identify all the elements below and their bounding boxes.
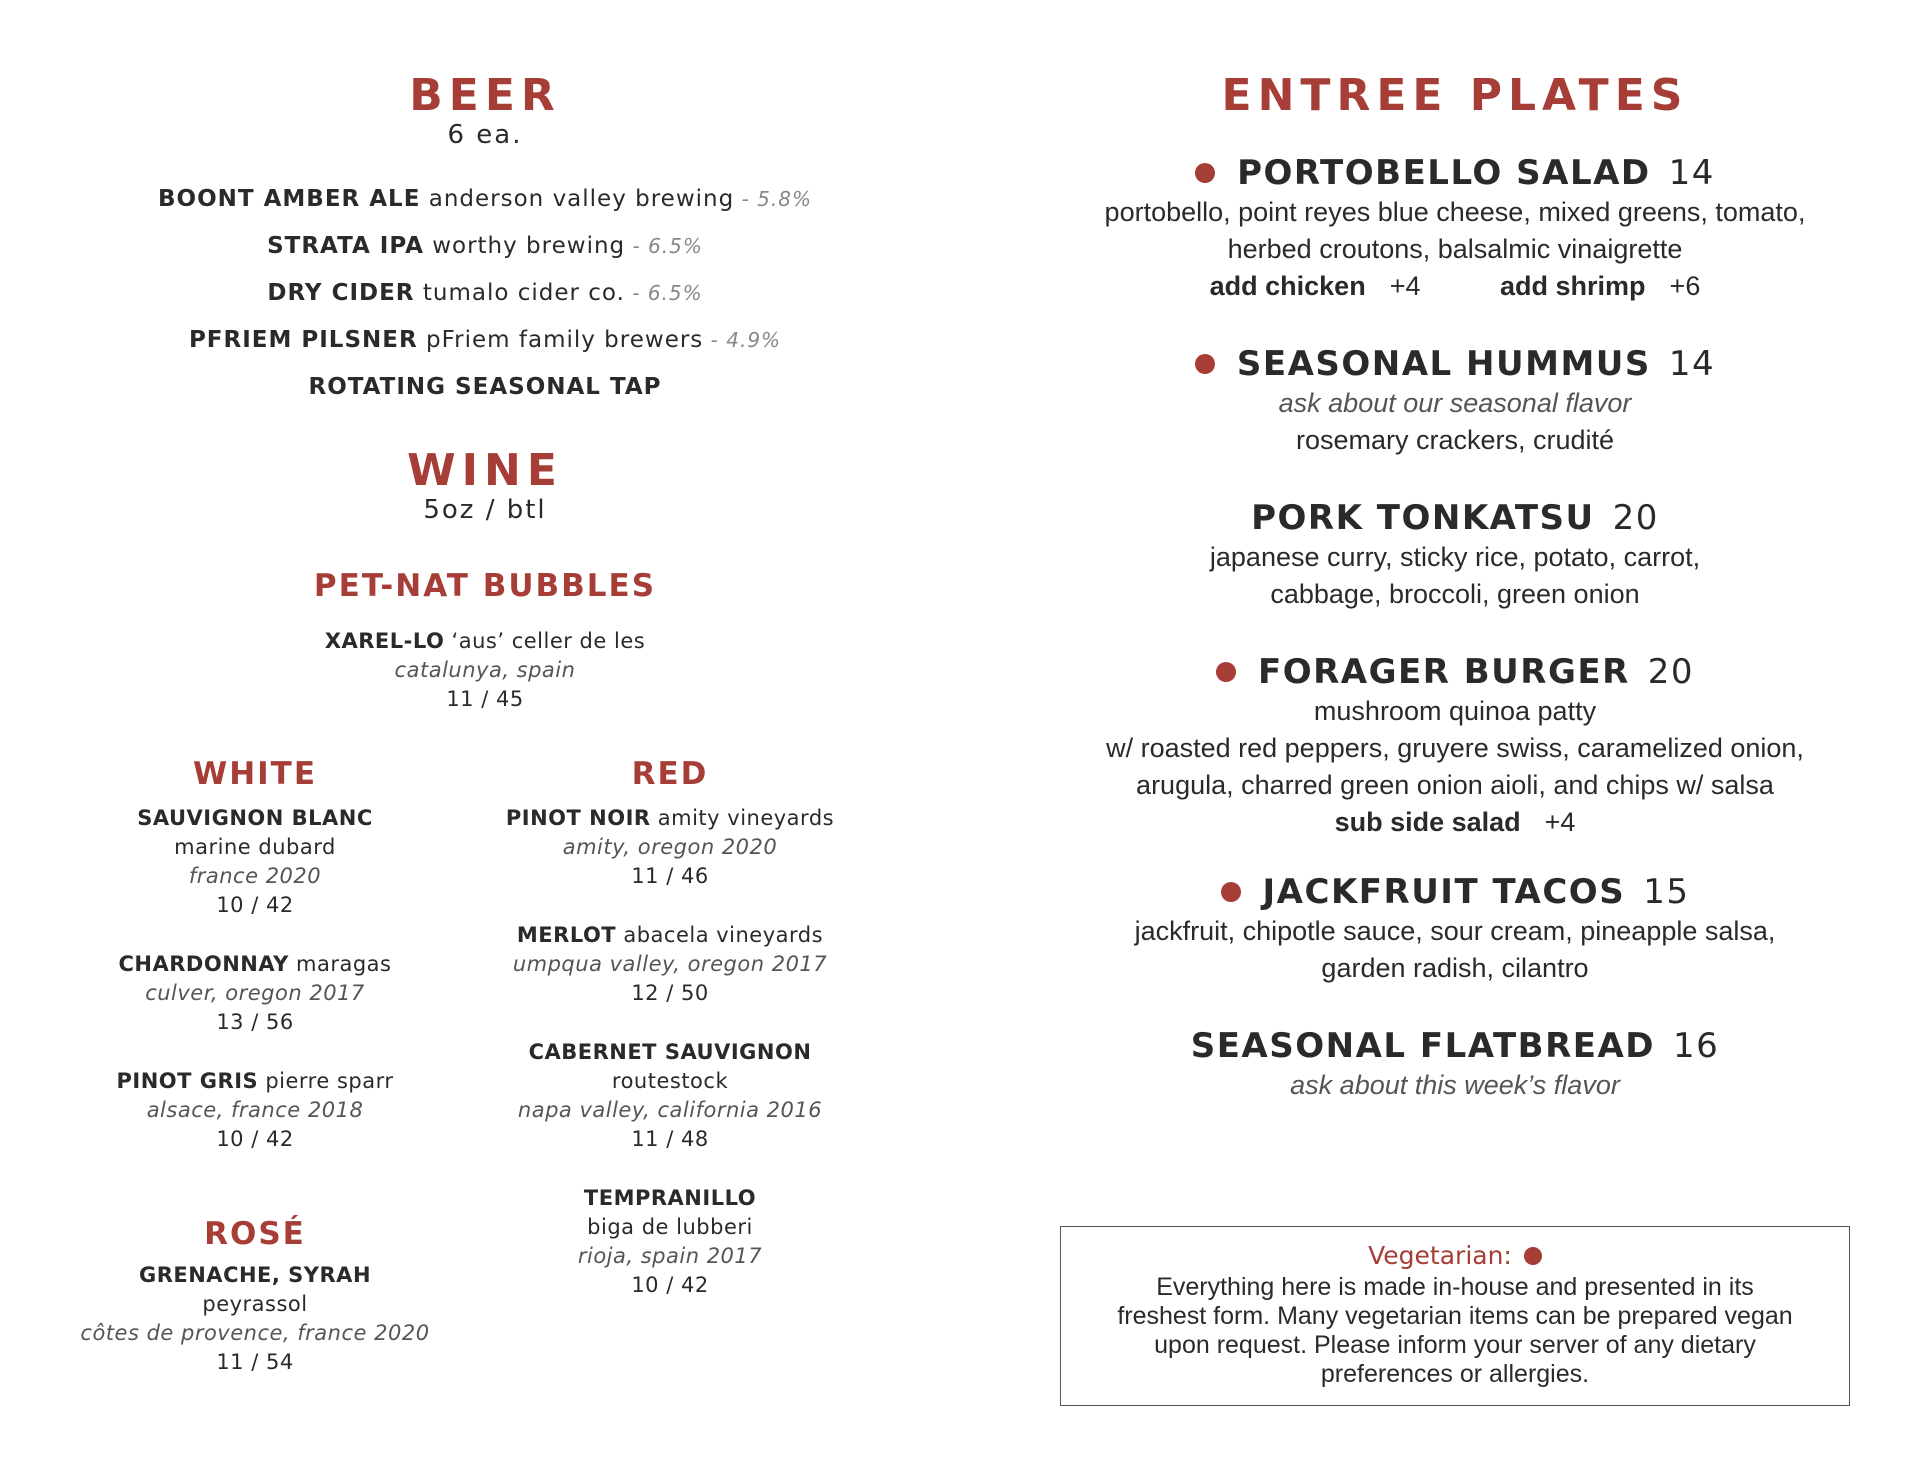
beer-sep: -: [624, 280, 648, 305]
vegetarian-dot-icon: [1221, 882, 1241, 902]
dish-desc: portobello, point reyes blue cheese, mixed greens, tomato,: [1104, 197, 1806, 228]
wine-entry: [470, 1038, 870, 1154]
wine-maker: biga de lubberi: [587, 1214, 753, 1239]
beer-list: [40, 176, 930, 411]
wine-region: côtes de provence, france 2020: [80, 1320, 430, 1345]
dish-desc: w/ roasted red peppers, gruyere swiss, caramelized onion,: [1106, 733, 1804, 764]
beer-abv: 6.5%: [648, 233, 703, 258]
wine-entry: [40, 950, 470, 1037]
wine-region: france 2020: [188, 863, 322, 888]
addon-price: +6: [1669, 271, 1701, 302]
dish-desc: rosemary crackers, crudité: [1295, 425, 1615, 456]
dish-desc: arugula, charred green onion aioli, and chips w/ salsa: [1136, 770, 1774, 801]
wine-maker: peyrassol: [202, 1291, 308, 1316]
list-item: [40, 364, 930, 411]
beer-sep: -: [703, 327, 727, 352]
dish-price: 16: [1673, 1026, 1720, 1067]
dish-forager-burger: [1055, 651, 1855, 841]
wine-name: TEMPRANILLO: [583, 1185, 757, 1210]
wine-entry: [40, 804, 470, 920]
wine-region: napa valley, california 2016: [517, 1097, 823, 1122]
dish-title: PORK TONKATSU: [1251, 498, 1595, 539]
beer-abv: 5.8%: [757, 186, 812, 211]
dish-note: ask about this week’s flavor: [1290, 1070, 1620, 1101]
wine-maker: maragas: [296, 951, 392, 976]
beer-name: DRY CIDER: [267, 279, 415, 306]
red-title: RED: [631, 756, 709, 793]
wine-maker: ‘aus’ celler de les: [451, 629, 646, 654]
dish-desc: mushroom quinoa patty: [1313, 696, 1597, 727]
dish-desc: herbed croutons, balsalmic vinaigrette: [1227, 234, 1683, 265]
wine-price: 11 / 46: [631, 863, 709, 888]
wine-entry: [40, 1067, 470, 1154]
entrees-title: ENTREE PLATES: [1221, 70, 1689, 121]
beer-name: PFRIEM PILSNER: [188, 326, 418, 353]
wine-price: 10 / 42: [631, 1272, 709, 1297]
wine-price: 11 / 54: [216, 1349, 294, 1374]
dish-addons: [1055, 804, 1855, 841]
drinks-column: [40, 72, 930, 1377]
dish-name: [1221, 871, 1690, 913]
addon-label: add chicken: [1209, 271, 1366, 302]
dish-desc: japanese curry, sticky rice, potato, carrot,: [1209, 542, 1701, 573]
beer-maker: tumalo cider co.: [422, 279, 625, 306]
wine-maker: routestock: [611, 1068, 729, 1093]
wine-region: rioja, spain 2017: [577, 1243, 763, 1268]
wine-maker: marine dubard: [174, 834, 336, 859]
wine-columns: [40, 756, 930, 1376]
dish-name: [1195, 343, 1715, 385]
wine-name: PINOT NOIR: [505, 805, 651, 830]
wine-name: CHARDONNAY: [118, 951, 289, 976]
dish-desc: cabbage, broccoli, green onion: [1270, 579, 1640, 610]
vegetarian-note-box: [1060, 1226, 1850, 1406]
dish-title: PORTOBELLO SALAD: [1237, 153, 1651, 194]
addon-price: +4: [1389, 271, 1421, 302]
wine-maker: amity vineyards: [657, 805, 835, 830]
dish-pork-tonkatsu: [1055, 497, 1855, 613]
vegetarian-dot-icon: [1195, 354, 1215, 374]
addon-label: add shrimp: [1500, 271, 1646, 302]
beer-maker: worthy brewing: [432, 232, 626, 259]
addon-price: +4: [1544, 807, 1576, 838]
wine-name: MERLOT: [516, 922, 617, 947]
rose-title: ROSÉ: [204, 1215, 306, 1252]
wine-maker: abacela vineyards: [623, 922, 824, 947]
beer-subtitle: 6 ea.: [447, 120, 523, 151]
wine-price: 10 / 42: [216, 1126, 294, 1151]
dish-name: [1216, 651, 1694, 693]
dish-title: SEASONAL HUMMUS: [1236, 344, 1651, 385]
red-column: [470, 756, 870, 1376]
entrees-column: [1055, 72, 1855, 1104]
dish-portobello-salad: [1055, 152, 1855, 305]
dish-price: 14: [1668, 153, 1715, 194]
dish-price: 20: [1647, 652, 1695, 693]
vegetarian-dot-icon: [1216, 662, 1236, 682]
legend-label: Vegetarian:: [1368, 1241, 1512, 1270]
wine-price: 12 / 50: [631, 980, 709, 1005]
wine-price: 11 / 45: [446, 687, 524, 712]
white-title: WHITE: [193, 756, 317, 793]
wine-name: CABERNET SAUVIGNON: [528, 1039, 812, 1064]
beer-sep: -: [625, 233, 649, 258]
dish-title: FORAGER BURGER: [1257, 652, 1630, 693]
addon-label: sub side salad: [1334, 807, 1521, 838]
dish-name: [1191, 1025, 1720, 1067]
dish-title: JACKFRUIT TACOS: [1262, 872, 1626, 913]
dish-title: SEASONAL FLATBREAD: [1190, 1026, 1656, 1067]
wine-name: PINOT GRIS: [116, 1068, 259, 1093]
beer-name: STRATA IPA: [267, 232, 424, 259]
beer-maker: pFriem family brewers: [426, 326, 704, 353]
beer-maker: anderson valley brewing: [428, 185, 735, 212]
wine-entry: [470, 1184, 870, 1300]
dish-price: 15: [1643, 872, 1690, 913]
petnat-section: [40, 568, 930, 714]
wine-region: catalunya, spain: [394, 658, 576, 683]
vegetarian-dot-icon: [1524, 1247, 1542, 1265]
beer-name: ROTATING SEASONAL TAP: [308, 373, 662, 400]
wine-name: XAREL-LO: [324, 629, 445, 654]
white-column: [40, 756, 470, 1376]
vegetarian-legend: [1368, 1241, 1542, 1270]
dish-addons: [1055, 268, 1855, 305]
wine-entry: [40, 1261, 470, 1377]
wine-region: alsace, france 2018: [146, 1097, 364, 1122]
wine-name: GRENACHE, SYRAH: [138, 1262, 372, 1287]
dish-price: 14: [1668, 344, 1716, 385]
note-text: Everything here is made in-house and presented in its freshest form. Many vegetarian items can be prepared vegan upon request. Please inform your server of any dietary preferences or allergies.: [1117, 1273, 1793, 1388]
dish-name: [1251, 497, 1659, 539]
dish-seasonal-hummus: [1055, 343, 1855, 459]
wine-header: [40, 444, 930, 527]
wine-name: SAUVIGNON BLANC: [137, 805, 373, 830]
dish-desc: garden radish, cilantro: [1321, 953, 1589, 984]
list-item: [40, 176, 930, 223]
wine-entry: [470, 921, 870, 1008]
dish-price: 20: [1612, 498, 1659, 539]
dish-desc: jackfruit, chipotle sauce, sour cream, pineapple salsa,: [1134, 916, 1776, 947]
wine-region: culver, oregon 2017: [145, 980, 365, 1005]
petnat-title: PET-NAT BUBBLES: [313, 568, 657, 605]
beer-abv: 6.5%: [647, 280, 703, 305]
wine-subtitle: 5oz / btl: [423, 494, 547, 525]
list-item: [40, 270, 930, 317]
wine-price: 10 / 42: [216, 892, 294, 917]
wine-region: umpqua valley, oregon 2017: [512, 951, 828, 976]
wine-region: amity, oregon 2020: [562, 834, 778, 859]
dish-note: ask about our seasonal flavor: [1278, 388, 1632, 419]
wine-entry: [40, 627, 930, 714]
dish-seasonal-flatbread: [1055, 1025, 1855, 1104]
beer-abv: 4.9%: [726, 327, 782, 352]
wine-title: WINE: [407, 444, 563, 496]
vegetarian-dot-icon: [1195, 163, 1215, 183]
wine-price: 11 / 48: [631, 1126, 709, 1151]
wine-entry: [470, 804, 870, 891]
wine-price: 13 / 56: [216, 1009, 294, 1034]
wine-maker: pierre sparr: [265, 1068, 394, 1093]
beer-sep: -: [734, 186, 758, 211]
beer-name: BOONT AMBER ALE: [158, 185, 421, 212]
list-item: [40, 317, 930, 364]
beer-title: BEER: [409, 70, 561, 121]
dish-jackfruit-tacos: [1055, 871, 1855, 987]
dish-name: [1195, 152, 1715, 194]
list-item: [40, 223, 930, 270]
